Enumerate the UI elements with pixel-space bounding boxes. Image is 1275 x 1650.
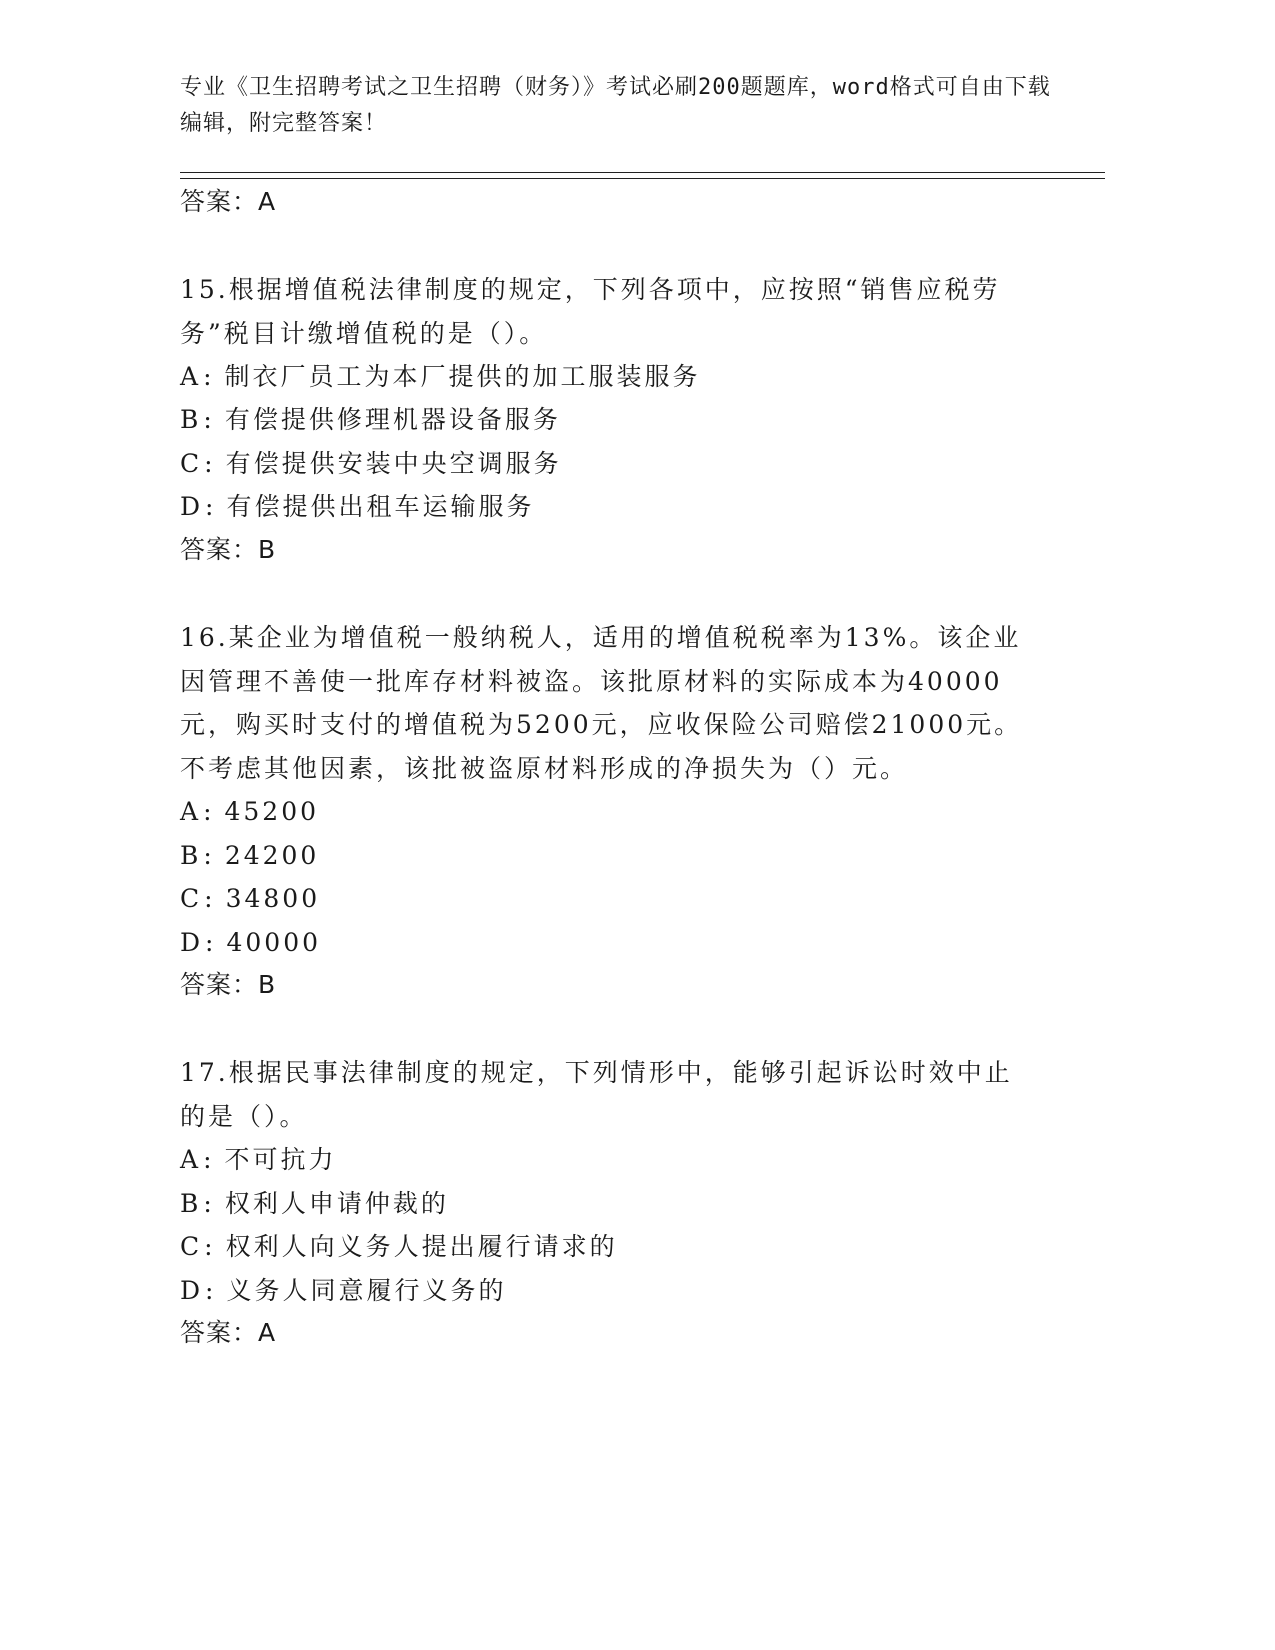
- question-17-answer: 答案：A: [180, 1318, 277, 1347]
- option-letter: A: [180, 362, 202, 391]
- option-text: 制衣厂员工为本厂提供的加工服装服务: [224, 362, 701, 391]
- option-letter: B: [180, 405, 202, 434]
- option-separator: :: [203, 405, 215, 434]
- option-separator: :: [205, 492, 217, 521]
- option-separator: :: [204, 449, 216, 478]
- option-separator: :: [203, 362, 215, 391]
- answer-prev: 答案：A: [180, 187, 277, 216]
- option-text: 40000: [226, 928, 322, 957]
- question-17-option-a: [180, 1142, 1040, 1178]
- option-separator: :: [203, 797, 215, 826]
- option-letter: A: [180, 1145, 202, 1174]
- option-separator: :: [203, 1189, 215, 1218]
- question-15-stem: 15.根据增值税法律制度的规定，下列各项中，应按照“销售应税劳务”税目计缴增值税的是（）。: [180, 275, 1001, 348]
- option-separator: :: [203, 1145, 215, 1174]
- option-letter: C: [180, 449, 203, 478]
- option-letter: C: [180, 884, 203, 913]
- option-separator: :: [204, 884, 216, 913]
- document-header: 专业《卫生招聘考试之卫生招聘（财务）》考试必刷200题题库，word格式可自由下载编辑，附完整答案！: [180, 75, 1051, 136]
- question-16-stem: 16.某企业为增值税一般纳税人，适用的增值税税率为13%。该企业因管理不善使一批库存材料被盗。该批原材料的实际成本为40000元，购买时支付的增值税为5200元，应收保险公司赔偿21000元。不考虑其他因素，该批被盗原材料形成的净损失为（）元。: [180, 623, 1023, 783]
- option-text: 义务人同意履行义务的: [226, 1276, 507, 1305]
- question-17-option-d: [180, 1273, 1040, 1309]
- option-separator: :: [205, 928, 217, 957]
- question-15-option-c: [180, 446, 1040, 482]
- question-16-option-b: [180, 838, 1040, 874]
- option-letter: D: [180, 928, 204, 957]
- option-separator: :: [204, 1232, 216, 1261]
- question-17-option-c: [180, 1229, 1040, 1265]
- option-letter: A: [180, 797, 202, 826]
- option-text: 有偿提供出租车运输服务: [226, 492, 535, 521]
- question-15-answer: 答案：B: [180, 535, 277, 564]
- option-text: 不可抗力: [224, 1145, 337, 1174]
- question-15-option-d: [180, 489, 1040, 525]
- option-letter: B: [180, 841, 202, 870]
- option-text: 有偿提供安装中央空调服务: [225, 449, 562, 478]
- question-17-stem: 17.根据民事法律制度的规定，下列情形中，能够引起诉讼时效中止的是（）。: [180, 1058, 1013, 1131]
- option-text: 45200: [224, 797, 320, 826]
- header-divider-bottom: [180, 178, 1105, 179]
- question-16-option-c: [180, 881, 1040, 917]
- header-divider-top: [180, 172, 1105, 173]
- option-separator: :: [205, 1276, 217, 1305]
- option-letter: C: [180, 1232, 203, 1261]
- question-15-option-a: [180, 359, 1040, 395]
- option-text: 有偿提供修理机器设备服务: [224, 405, 561, 434]
- option-text: 权利人向义务人提出履行请求的: [225, 1232, 618, 1261]
- option-text: 权利人申请仲裁的: [224, 1189, 449, 1218]
- option-letter: B: [180, 1189, 202, 1218]
- question-16-answer: 答案：B: [180, 970, 277, 999]
- option-letter: D: [180, 1276, 204, 1305]
- option-separator: :: [203, 841, 215, 870]
- question-17-option-b: [180, 1186, 1040, 1222]
- option-letter: D: [180, 492, 204, 521]
- question-16-option-a: [180, 794, 1040, 830]
- question-15-option-b: [180, 402, 1040, 438]
- question-16-option-d: [180, 925, 1040, 961]
- option-text: 24200: [224, 841, 320, 870]
- option-text: 34800: [225, 884, 321, 913]
